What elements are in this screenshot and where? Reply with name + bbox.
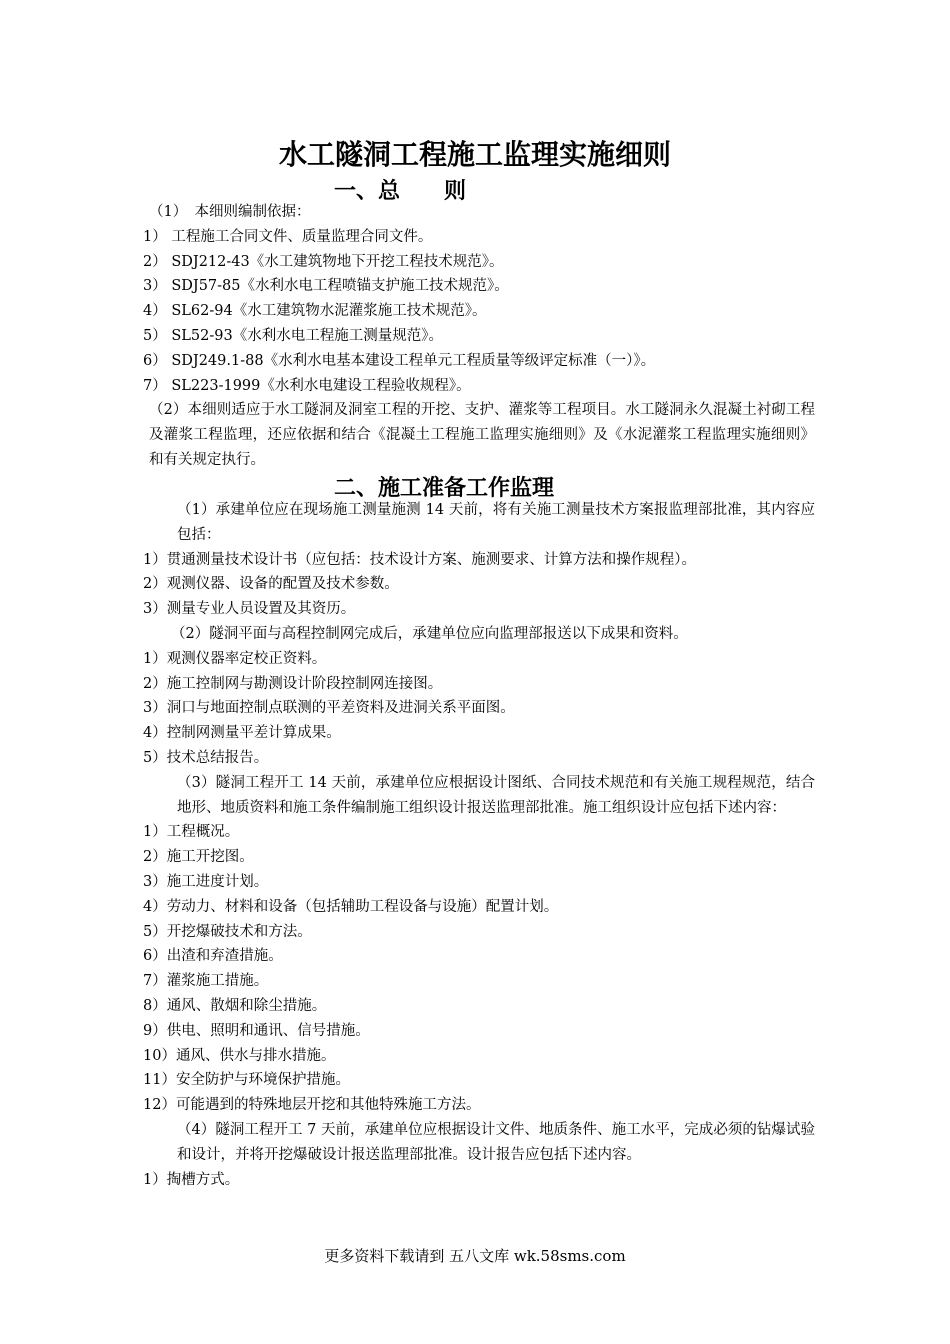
paragraph: （1）承建单位应在现场施工测量施测 14 天前，将有关施工测量技术方案报监理部批准，其内容应包括：	[177, 502, 815, 543]
list-item: 5）技术总结报告。	[143, 749, 269, 766]
list-item: 1）工程概况。	[143, 824, 240, 841]
list-item: 6）出渣和弃渣措施。	[143, 948, 283, 965]
list-item: 8）通风、散烟和除尘措施。	[143, 997, 327, 1014]
list-item: 4）控制网测量平差计算成果。	[143, 725, 341, 742]
list-item: 11）安全防护与环境保护措施。	[143, 1072, 350, 1089]
list-item: 2）施工开挖图。	[143, 849, 254, 866]
list-item: 7）灌浆施工措施。	[143, 973, 269, 990]
list-item: 4） SL62-94《水工建筑物水泥灌浆施工技术规范》。	[143, 303, 487, 320]
list-item: 5） SL52-93《水利水电工程施工测量规范》。	[143, 327, 443, 344]
list-item: 4）劳动力、材料和设备（包括辅助工程设备与设施）配置计划。	[143, 898, 559, 915]
list-item: 3） SDJ57-85《水利水电工程喷锚支护施工技术规范》。	[143, 278, 509, 295]
list-item: 10）通风、供水与排水措施。	[143, 1047, 336, 1064]
list-item: 9）供电、照明和通讯、信号措施。	[143, 1022, 370, 1039]
paragraph: （4）隧洞工程开工 7 天前，承建单位应根据设计文件、地质条件、施工水平，完成必须的钻爆试验和设计，并将开挖爆破设计报送监理部批准。设计报告应包括下述内容。	[177, 1121, 815, 1163]
list-item: 2）观测仪器、设备的配置及技术参数。	[143, 576, 399, 593]
section-preparation-body	[143, 498, 815, 1192]
section-heading-preparation: 二、施工准备工作监理	[334, 476, 555, 501]
section-general-body	[143, 200, 815, 473]
list-item: 5）开挖爆破技术和方法。	[143, 923, 312, 940]
paragraph: （2）隧洞平面与高程控制网完成后，承建单位应向监理部报送以下成果和资料。	[171, 625, 688, 642]
paragraph: （3）隧洞工程开工 14 天前，承建单位应根据设计图纸、合同技术规范和有关施工规程规范，结合地形、地质资料和施工条件编制施工组织设计报送监理部批准。施工组织设计应包括下述内容：	[177, 774, 815, 816]
list-item: 12）可能遇到的特殊地层开挖和其他特殊施工方法。	[143, 1097, 481, 1114]
document-title: 水工隧洞工程施工监理实施细则	[278, 138, 671, 171]
list-item: 2） SDJ212-43《水工建筑物地下开挖工程技术规范》。	[143, 253, 504, 270]
list-item: 3）洞口与地面控制点联测的平差资料及进洞关系平面图。	[143, 700, 515, 717]
list-item: 1） 工程施工合同文件、质量监理合同文件。	[143, 228, 433, 245]
text-line: （1） 本细则编制依据：	[149, 204, 311, 220]
list-item: 1）观测仪器率定校正资料。	[143, 650, 327, 667]
list-item: 1）掏槽方式。	[143, 1171, 240, 1188]
list-item: 3）测量专业人员设置及其资历。	[143, 601, 356, 618]
paragraph: （2）本细则适应于水工隧洞及洞室工程的开挖、支护、灌浆等工程项目。水工隧洞永久混凝土衬砌工程及灌浆工程监理，还应依据和结合《混凝土工程施工监理实施细则》及《水泥灌浆工程监理实施细则》和有关规定执行。	[149, 402, 815, 468]
section-heading-general: 一、总 则	[334, 179, 467, 204]
list-item: 1）贯通测量技术设计书（应包括：技术设计方案、施测要求、计算方法和操作规程）。	[143, 551, 696, 568]
list-item: 7） SL223-1999《水利水电建设工程验收规程》。	[143, 377, 471, 394]
footer-link-text: 更多资料下载请到 五八文库 wk.58sms.com	[324, 1247, 626, 1265]
list-item: 2）施工控制网与勘测设计阶段控制网连接图。	[143, 675, 443, 692]
list-item: 3）施工进度计划。	[143, 873, 269, 890]
list-item: 6） SDJ249.1-88《水利水电基本建设工程单元工程质量等级评定标准（一）》。	[143, 352, 656, 369]
